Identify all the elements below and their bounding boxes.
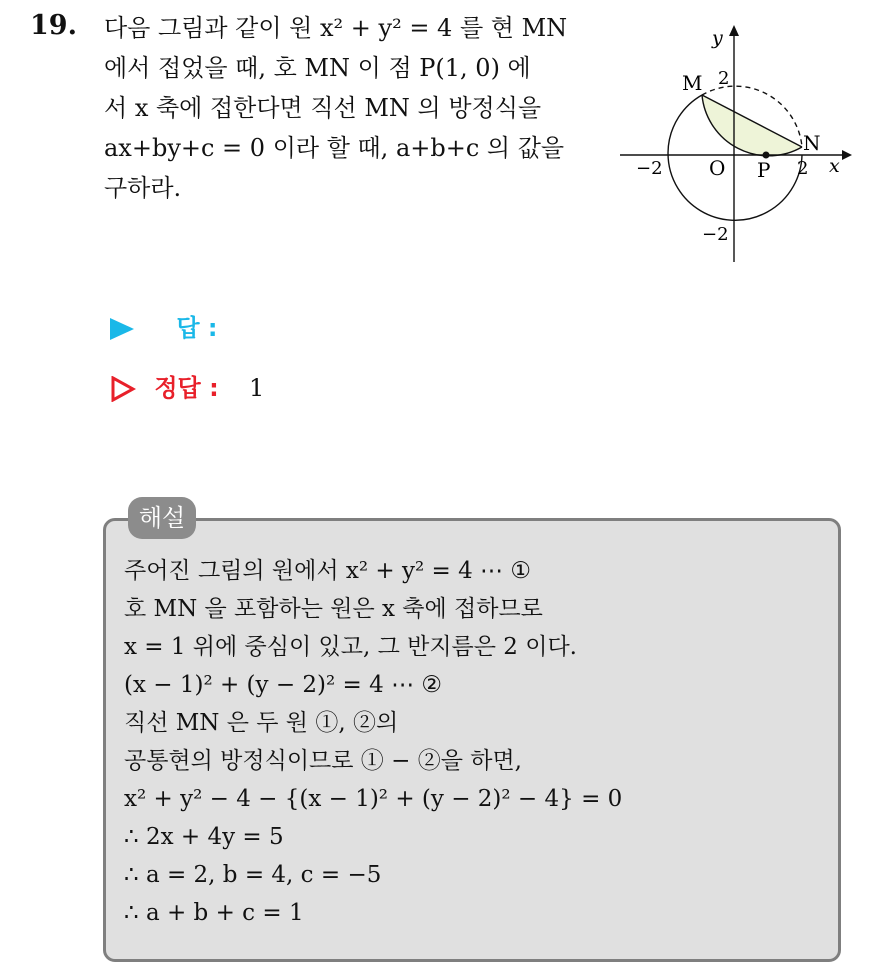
label-m: M bbox=[682, 71, 703, 95]
outline-play-icon bbox=[110, 376, 136, 402]
label-n: N bbox=[803, 131, 821, 155]
solution-line: 주어진 그림의 원에서 x² + y² = 4 ⋯ ① bbox=[124, 558, 531, 584]
question-line: 구하라. bbox=[104, 174, 182, 202]
answer-label: 답 : bbox=[176, 314, 218, 342]
solution-line: 호 MN 을 포함하는 원은 x 축에 접하므로 bbox=[124, 596, 543, 622]
folded-region bbox=[702, 95, 802, 156]
solution-line: (x − 1)² + (y − 2)² = 4 ⋯ ② bbox=[124, 672, 443, 698]
solution-line: 공통현의 방정식이므로 ① − ②을 하면, bbox=[124, 748, 522, 774]
question-line: 에서 접었을 때, 호 MN 이 점 P(1, 0) 에 bbox=[104, 54, 531, 82]
label-y: y bbox=[712, 27, 723, 49]
correct-answer-row bbox=[110, 368, 264, 403]
solution-line: x = 1 위에 중심이 있고, 그 반지름은 2 이다. bbox=[124, 634, 577, 660]
question-number: 19. bbox=[30, 10, 77, 41]
question-line: 서 x 축에 접한다면 직선 MN 의 방정식을 bbox=[104, 94, 542, 122]
label-x: x bbox=[829, 155, 840, 177]
y-axis-arrow bbox=[729, 25, 739, 36]
tick-y-bottom: −2 bbox=[702, 224, 729, 245]
question-text bbox=[104, 8, 594, 208]
correct-answer-label: 정답 : bbox=[154, 374, 219, 402]
tick-y-top: 2 bbox=[718, 68, 730, 89]
solution-text bbox=[124, 552, 622, 932]
tick-x-right: 2 bbox=[797, 158, 809, 179]
label-o: O bbox=[709, 156, 726, 180]
solution-line: ∴ a = 2, b = 4, c = −5 bbox=[124, 862, 382, 888]
play-icon bbox=[110, 318, 134, 340]
tick-x-left: −2 bbox=[636, 158, 663, 179]
solution-line: 직선 MN 은 두 원 ①, ②의 bbox=[124, 710, 399, 736]
question-line: ax+by+c = 0 이라 할 때, a+b+c 의 값을 bbox=[104, 134, 565, 162]
solution-tab: 해설 bbox=[128, 497, 196, 539]
label-p: P bbox=[757, 158, 771, 182]
solution-line: x² + y² − 4 − {(x − 1)² + (y − 2)² − 4} = 0 bbox=[124, 786, 623, 812]
question-line: 다음 그림과 같이 원 x² + y² = 4 를 현 MN bbox=[104, 14, 568, 42]
correct-answer-value: 1 bbox=[249, 374, 265, 402]
answer-row bbox=[110, 308, 218, 343]
solution-line: ∴ a + b + c = 1 bbox=[124, 900, 304, 926]
x-axis-arrow bbox=[842, 150, 852, 160]
solution-line: ∴ 2x + 4y = 5 bbox=[124, 824, 284, 850]
circle-figure bbox=[612, 16, 862, 266]
